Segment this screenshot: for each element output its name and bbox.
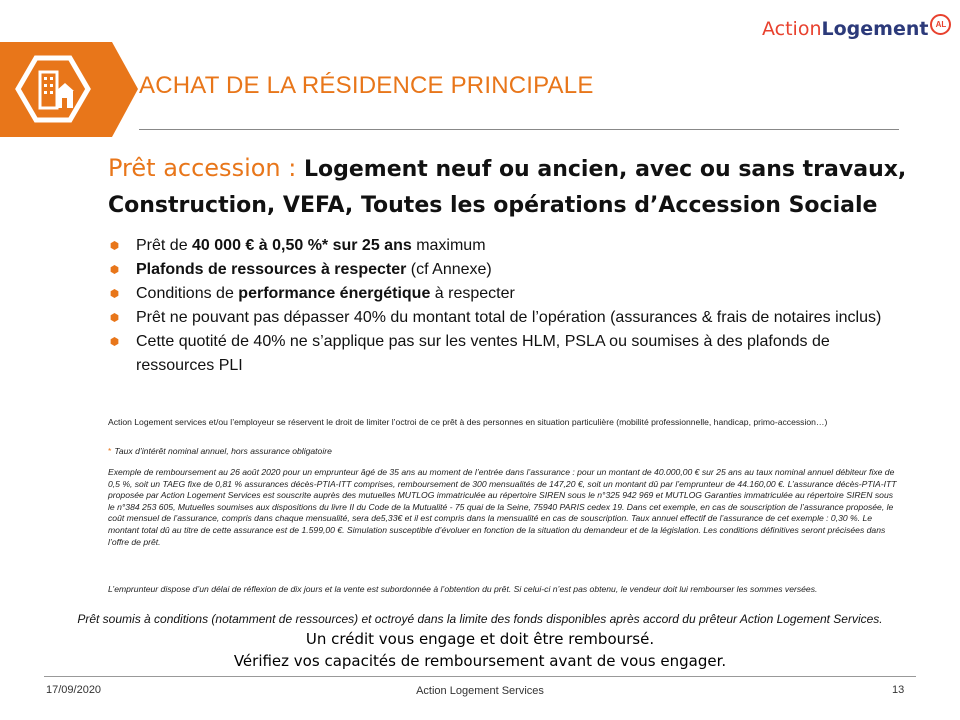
footer-date: 17/09/2020: [46, 684, 102, 696]
loan-conditions: Prêt soumis à conditions (notamment de ressources) et octroyé dans la limite des fonds disponibles après accord du prêteur Action Logement Services.: [77, 612, 883, 626]
loan-heading: [108, 150, 928, 224]
action-logement-logo: [762, 18, 951, 40]
footer-organization: Action Logement Services: [416, 685, 544, 697]
hexagon-bullet-icon: [110, 313, 119, 322]
list-item-text: Prêt de: [136, 237, 193, 254]
conditions-list: [108, 234, 888, 378]
list-item: [108, 258, 888, 282]
logo-word-logement: Logement: [821, 18, 929, 40]
list-item-text: à respecter: [430, 285, 515, 302]
footer-divider: [44, 676, 916, 677]
reflection-delay-notice: L’emprunteur dispose d’un délai de réflexion de dix jours et la vente est subordonnée à l’obtention du prêt. Si celui-ci n’est pas obtenu, le vendeur doit lui rembourser les sommes versées.: [108, 584, 818, 594]
title-divider: [139, 129, 899, 130]
list-item-text: Conditions de: [136, 285, 239, 302]
list-item: [108, 234, 888, 258]
list-item-text: Cette quotité de 40% ne s’applique pas sur les ventes HLM, PSLA ou soumises à des plafonds de ressources PLI: [136, 333, 830, 374]
list-item: [108, 330, 888, 378]
loan-heading-lead: Prêt accession :: [108, 154, 304, 182]
loan-heading-rest: Logement neuf ou ancien, avec ou sans travaux, Construction, VEFA, Toutes les opérations d’Accession Sociale: [108, 157, 907, 218]
hexagon-bullet-icon: [110, 265, 119, 274]
list-item-text: maximum: [411, 237, 486, 254]
logo-mark: AL: [930, 14, 951, 35]
list-item-bold: performance énergétique: [238, 285, 431, 302]
list-item-bold: 40 000 € à 0,50 %* sur 25 ans: [192, 237, 412, 254]
hexagon-bullet-icon: [110, 241, 119, 250]
list-item-text: (cf Annexe): [406, 261, 492, 278]
logo-word-action: Action: [762, 18, 822, 40]
page-number: 13: [892, 684, 905, 696]
repayment-example: Exemple de remboursement au 26 août 2020 pour un emprunteur âgé de 35 ans au moment de l’entrée dans l’assurance : pour un montant de 40.000,00 € sur 25 ans au taux nominal annuel débiteur fixe de 0,5 %, soit un TAEG fixe de 0,81 % assurances décès-PTIA-ITT comprises, remboursement de 300 mensualités de 147,20 €, soit un montant dû par l’emprunteur de 44.160,00 €. L’assurance décès-PTIA-ITT proposée par Action Logement Services est souscrite auprès des mutuelles MUTLOG immatriculée au répertoire SIREN sous le n°325 942 969 et MUTLOG Garanties immatriculée au répertoire SIREN sous le n°384 253 605, Mutuelles soumises aux dispositions du livre II du Code de la Mutualité - 75 quai de la Seine, 75940 PARIS cedex 19. Dans cet exemple, en cas de souscription de l’assurance proposée, le coût mensuel de l’assurance, compris dans chaque mensualité, sera de5,33€ et il est compris dans la mensualité en cas de souscription. Taux annuel effectif de l’assurance de cet exemple : 0,30 %. Le montant total dû au titre de cette assurance est de 1.599,00 €. Simulation susceptible d’évoluer en fonction de la situation du demandeur et de la législation. Les conditions définitives seront précisées dans l’offre de prêt.: [108, 467, 897, 547]
page-title: ACHAT DE LA RÉSIDENCE PRINCIPALE: [139, 72, 594, 99]
list-item: [108, 306, 888, 330]
legal-notice: Action Logement services et/ou l’employeur se réservent le droit de limiter l’octroi de ce prêt à des personnes en situation particulière (mobilité professionnelle, handicap, primo-accession…): [108, 417, 828, 427]
credit-warning-line2: Vérifiez vos capacités de remboursement avant de vous engager.: [233, 652, 727, 670]
hexagon-bullet-icon: [110, 289, 119, 298]
list-item: [108, 282, 888, 306]
credit-warning-line1: Un crédit vous engage et doit être remboursé.: [305, 630, 655, 648]
building-icon: [0, 42, 138, 137]
footnote-star: *: [108, 446, 112, 456]
rate-footnote: [108, 446, 898, 458]
list-item-bold: Plafonds de ressources à respecter: [136, 261, 407, 278]
hexagon-bullet-icon: [110, 337, 119, 346]
footnote-text: Taux d’intérêt nominal annuel, hors assurance obligatoire: [114, 446, 332, 456]
list-item-text: Prêt ne pouvant pas dépasser 40% du montant total de l’opération (assurances & frais de notaires inclus): [136, 309, 882, 326]
